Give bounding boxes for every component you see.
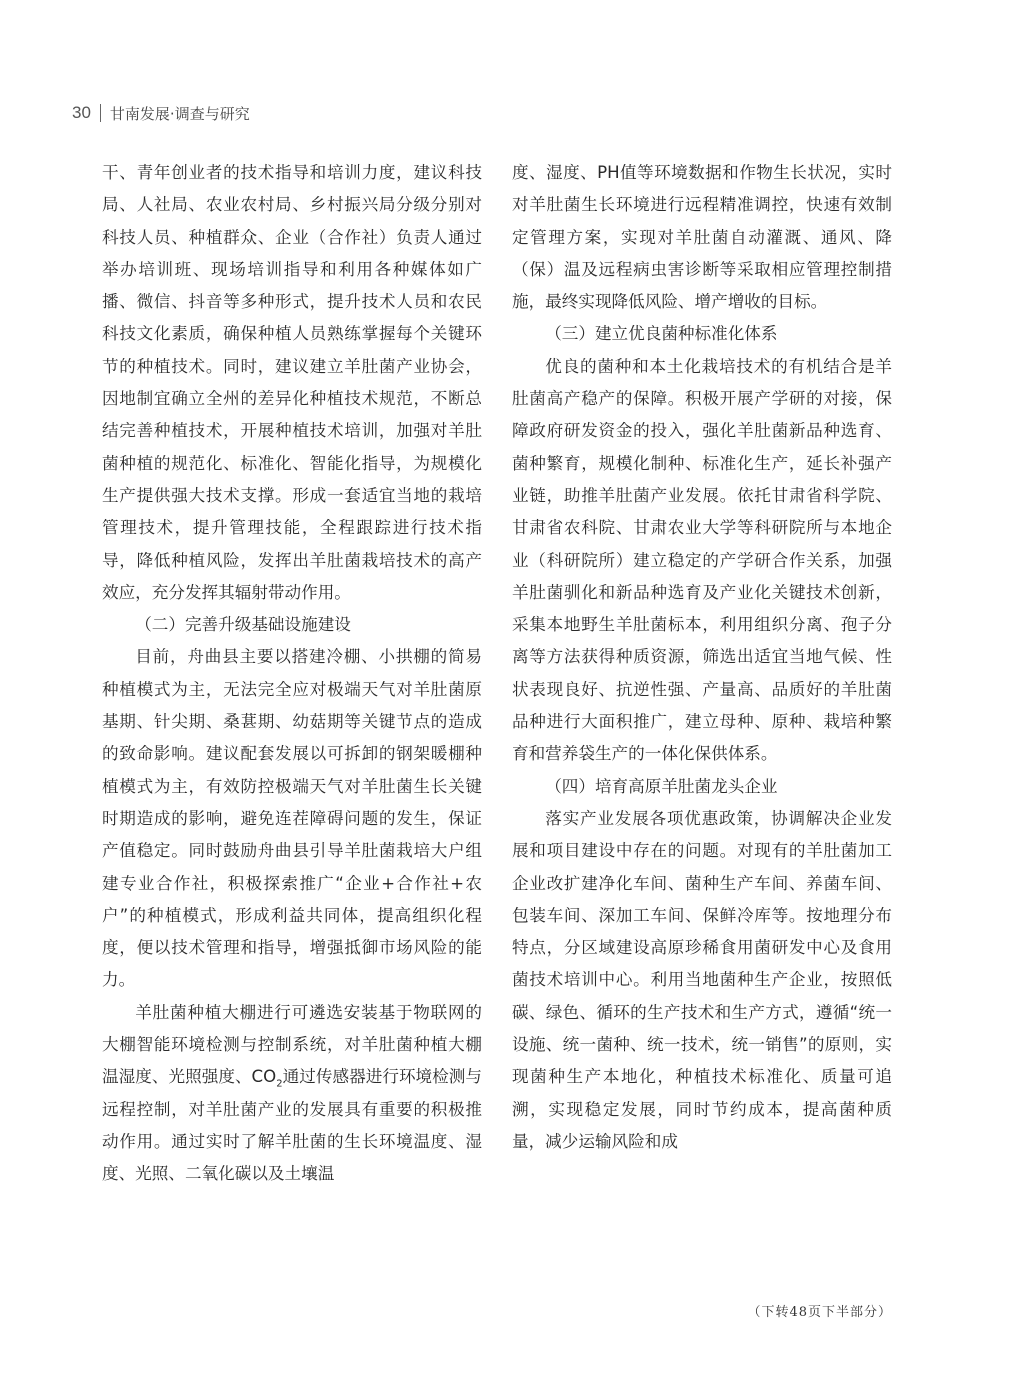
section-heading: （三）建立优良菌种标准化体系 bbox=[545, 324, 778, 344]
paragraph: 干、青年创业者的技术指导和培训力度，建议科技局、人社局、农业农村局、乡村振兴局分级分别对科技人员、种植群众、企业（合作社）负责人通过举办培训班、现场培训指导和利用各种媒体如广播、微信、抖音等多种形式，提升技术人员和农民科技文化素质，确保种植人员熟练掌握每个关键环节的种植技术。同时，建议建立羊肚菌产业协会，因地制宜确立全州的差异化种植技术规范，不断总结完善种植技术，开展种植技术培训，加强对羊肚菌种植的规范化、标准化、智能化指导，为规模化生产提供强大技术支撑。形成一套适宜当地的栽培管理技术，提升管理技能，全程跟踪进行技术指导，降低种植风险，发挥出羊肚菌栽培技术的高产效应，充分发挥其辐射带动作用。 bbox=[102, 163, 482, 602]
continued-note: （下转48页下半部分） bbox=[747, 1305, 892, 1320]
paragraph bbox=[102, 997, 482, 1191]
running-header bbox=[72, 100, 250, 126]
journal-title: 甘南发展·调查与研究 bbox=[109, 104, 250, 123]
text-run: 羊肚菌种植大棚进行可遴选安装基于物联网的大棚智能环境检测与控制系统，对羊肚菌种植大棚温湿度、光照强度、CO bbox=[102, 1002, 482, 1087]
subscript: 2 bbox=[276, 1078, 283, 1090]
section-heading: （二）完善升级基础设施建设 bbox=[135, 615, 351, 635]
paragraph: 优良的菌种和本土化栽培技术的有机结合是羊肚菌高产稳产的保障。积极开展产学研的对接，保障政府研发资金的投入，强化羊肚菌新品种选育、菌种繁育，规模化制种、标准化生产，延长补强产业链，助推羊肚菌产业发展。依托甘肃省科学院、甘肃省农科院、甘肃农业大学等科研院所与本地企业（科研院所）建立稳定的产学研合作关系，加强羊肚菌驯化和新品种选育及产业化关键技术创新，采集本地野生羊肚菌标本，利用组织分离、孢子分离等方法获得种质资源，筛选出适宜当地气候、性状表现良好、抗逆性强、产量高、品质好的羊肚菌品种进行大面积推广，建立母种、原种、栽培种繁育和营养袋生产的一体化保供体系。 bbox=[512, 356, 892, 764]
text-run: 通过传感器进行环境检测与远程控制，对羊肚菌产业的发展具有重要的积极推动作用。通过实时了解羊肚菌的生长环境温度、湿度、光照、二氧化碳以及土壤温 bbox=[102, 1067, 483, 1184]
paragraph: 度、湿度、PH值等环境数据和作物生长状况，实时对羊肚菌生长环境进行远程精准调控，快速有效制定管理方案，实现对羊肚菌自动灌溉、通风、降（保）温及远程病虫害诊断等采取相应管理控制措施，最终实现降低风险、增产增收的目标。 bbox=[512, 163, 892, 312]
right-column bbox=[512, 157, 892, 1158]
page-number: 30 bbox=[72, 103, 91, 122]
header-divider bbox=[100, 104, 101, 122]
paragraph: 落实产业发展各项优惠政策，协调解决企业发展和项目建设中存在的问题。对现有的羊肚菌加工企业改扩建净化车间、菌种生产车间、养菌车间、包装车间、深加工车间、保鲜冷库等。按地理分布特点，分区域建设高原珍稀食用菌研发中心及食用菌技术培训中心。利用当地菌种生产企业，按照低碳、绿色、循环的生产技术和生产方式，遵循“统一设施、统一菌种、统一技术，统一销售”的原则，实现菌种生产本地化，种植技术标准化、质量可追溯，实现稳定发展，同时节约成本，提高菌种质量，减少运输风险和成 bbox=[512, 808, 892, 1151]
left-column bbox=[102, 157, 482, 1191]
paragraph: 目前，舟曲县主要以搭建冷棚、小拱棚的简易种植模式为主，无法完全应对极端天气对羊肚菌原基期、针尖期、桑葚期、幼菇期等关键节点的造成的致命影响。建议配套发展以可拆卸的钢架暖棚种植模式为主，有效防控极端天气对羊肚菌生长关键时期造成的影响，避免连茬障碍问题的发生，保证产值稳定。同时鼓励舟曲县引导羊肚菌栽培大户组建专业合作社，积极探索推广“企业+合作社+农户”的种植模式，形成利益共同体，提高组织化程度，便以技术管理和指导，增强抵御市场风险的能力。 bbox=[102, 647, 482, 990]
section-heading: （四）培育高原羊肚菌龙头企业 bbox=[545, 776, 778, 796]
